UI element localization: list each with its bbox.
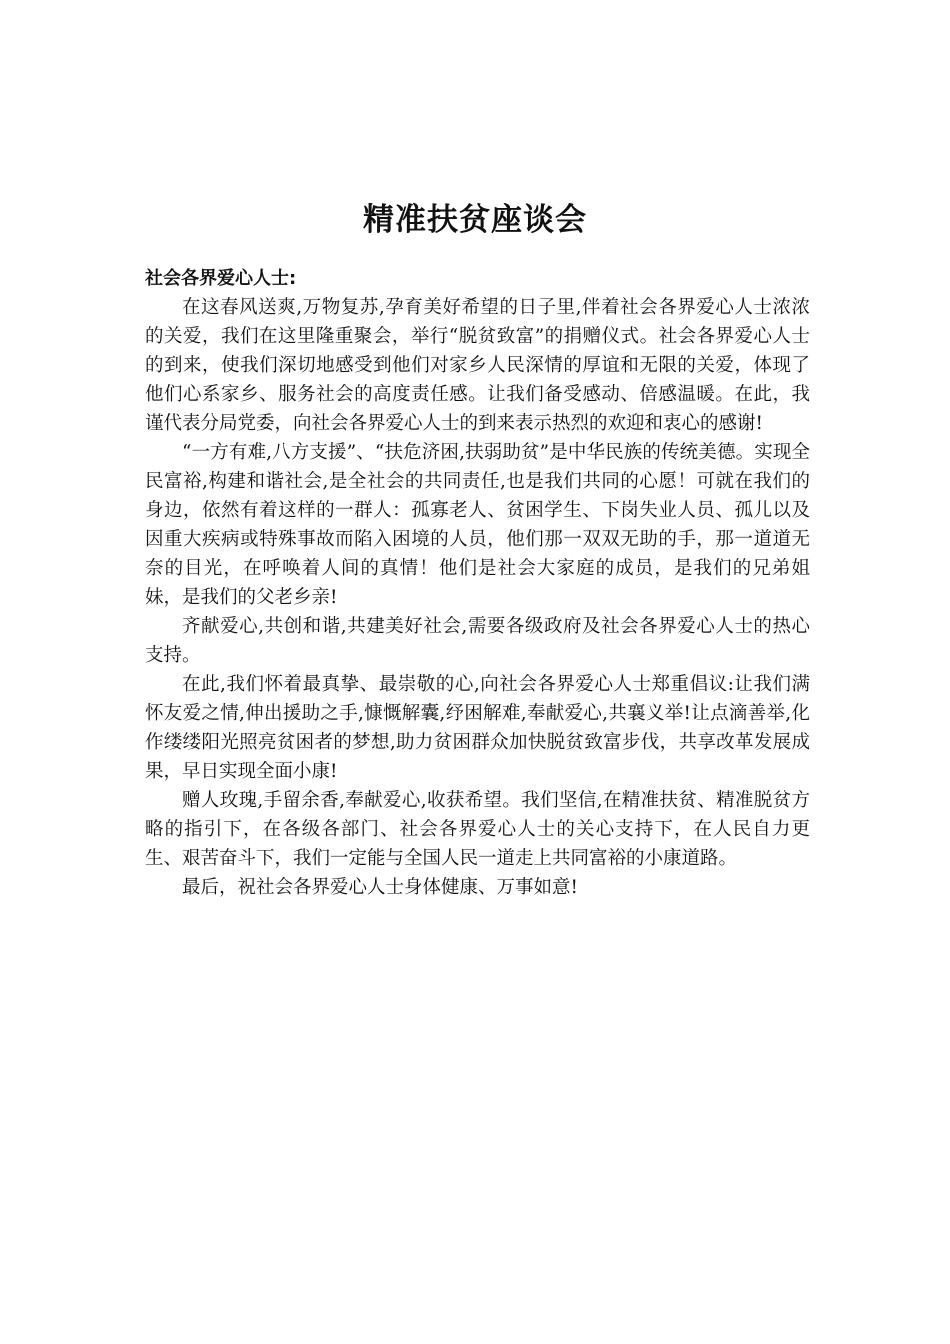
paragraph-4: 在此,我们怀着最真挚、最崇敬的心,向社会各界爱心人士郑重倡议:让我们满怀友爱之情,伸出援助之手,慷慨解囊,纾困解难,奉献爱心,共襄义举!让点滴善举,化作缕缕阳光照亮贫困者的梦想,助力贫困群众加快脱贫致富步伐，共享改革发展成果，早日实现全面小康! bbox=[145, 674, 810, 782]
document-body bbox=[145, 264, 810, 902]
paragraph-2: “一方有难,八方支援”、“扶危济困,扶弱助贫”是中华民族的传统美德。实现全民富裕,构建和谐社会,是全社会的共同责任,也是我们共同的心愿！可就在我们的身边，依然有着这样的一群人：孤寡老人、贫困学生、下岗失业人员、孤儿以及因重大疾病或特殊事故而陷入困境的人员，他们那一双双无助的手，那一道道无奈的目光，在呼唤着人间的真情！他们是社会大家庭的成员，是我们的兄弟姐妹，是我们的父老乡亲! bbox=[145, 442, 810, 608]
paragraph-5: 赠人玫瑰,手留余香,奉献爱心,收获希望。我们坚信,在精准扶贫、精准脱贫方略的指引下，在各级各部门、社会各界爱心人士的关心支持下，在人民自力更生、艰苦奋斗下，我们一定能与全国人民一道走上共同富裕的小康道路。 bbox=[145, 790, 810, 869]
document-title: 精准扶贫座谈会 bbox=[363, 202, 587, 238]
paragraph-6: 最后，祝社会各界爱心人士身体健康、万事如意! bbox=[182, 877, 578, 898]
paragraph-1: 在这春风送爽,万物复苏,孕育美好希望的日子里,伴着社会各界爱心人士浓浓的关爱，我们在这里隆重聚会，举行“脱贫致富”的捐赠仪式。社会各界爱心人士的到来，使我们深切地感受到他们对家乡人民深情的厚谊和无限的关爱，体现了他们心系家乡、服务社会的高度责任感。让我们备受感动、倍感温暖。在此，我谨代表分局党委，向社会各界爱心人士的到来表示热烈的欢迎和衷心的感谢! bbox=[145, 297, 810, 434]
paragraph-3: 齐献爱心,共创和谐,共建美好社会,需要各级政府及社会各界爱心人士的热心支持。 bbox=[145, 616, 810, 666]
salutation: 社会各界爱心人士: bbox=[145, 268, 297, 289]
